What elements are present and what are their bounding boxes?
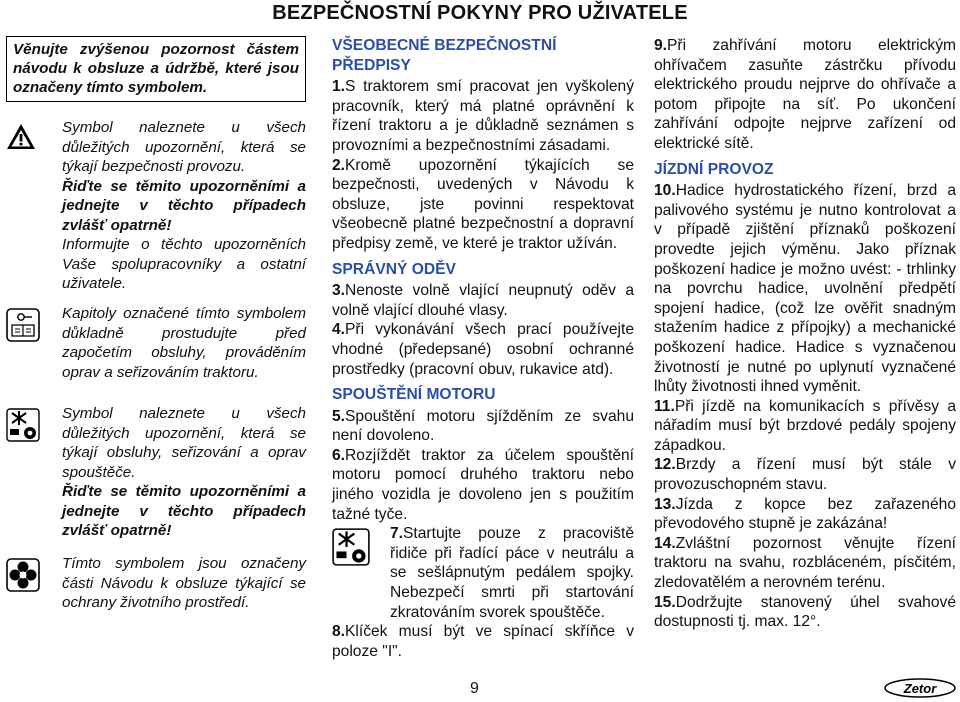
safety-inform-text: Informujte o těchto upozorněních Vaše spolupracovníky a ostatní uživatele. xyxy=(62,236,306,292)
environment-text: Tímto symbolem jsou označeny části Návodu k obsluze týkající se ochrany životního prostředí. xyxy=(62,555,306,611)
item-number: 12. xyxy=(654,456,676,474)
heading-driving: JÍZDNÍ PROVOZ xyxy=(654,160,774,178)
item-text: Nenoste volně vlající neupnutý oděv a volně vlající dlouhé vlasy. xyxy=(332,282,634,319)
item-number: 7. xyxy=(390,525,404,543)
item-number: 15. xyxy=(654,593,676,611)
zetor-logo-text: Zetor xyxy=(903,681,937,696)
item-text: S traktorem smí pracovat jen vyškolený pracovník, který má platné oprávnění k řízení traktoru a je důkladně seznámen s provozními a bezpečnostními zásadami. xyxy=(332,78,634,154)
heading-engine-start: SPOUŠTĚNÍ MOTORU xyxy=(332,386,496,404)
paragraph-4 xyxy=(332,320,634,379)
page-number: 9 xyxy=(470,680,479,697)
paragraph-10 xyxy=(654,181,956,397)
item-number: 8. xyxy=(332,623,346,641)
paragraph-12 xyxy=(654,455,956,494)
item-number: 1. xyxy=(332,78,346,96)
paragraph-7 xyxy=(390,524,634,622)
item-text: Zvláštní pozornost věnujte řízení traktoru na svahu, rozbláceném, písčitém, zledovatělém a nerovném terénu. xyxy=(654,534,956,592)
page-title: BEZPEČNOSTNÍ POKYNY PRO UŽIVATELE xyxy=(272,2,688,24)
item-number: 13. xyxy=(654,495,676,513)
safety-symbol-text: Symbol naleznete u všech důležitých upozornění, která se týkají bezpečnosti provozu. xyxy=(62,119,306,175)
starter-warning-bold: Řiďte se těmito upozorněními a jednejte v těchto případech zvlášť opatrně! xyxy=(62,483,306,539)
item-number: 6. xyxy=(332,446,346,464)
middle-column xyxy=(332,36,634,661)
starter-symbol-text: Symbol naleznete u všech důležitých upozornění, která se týkají obsluhy, seřizování a oprav spouštěče. xyxy=(62,405,306,481)
item-text: Při jízdě na komunikacích s přívěsy a nářadím musí být brzdové pedály spojeny západkou. xyxy=(654,397,956,454)
zetor-logo xyxy=(884,678,956,698)
starter-spark-icon xyxy=(6,408,40,442)
item-text: Dodržujte stanovený úhel svahové dostupnosti tj. max. 12°. xyxy=(654,593,956,631)
paragraph-7-block xyxy=(332,524,634,622)
manual-study-text: Kapitoly označené tímto symbolem důkladně prostudujte před započetím obsluhy, prováděním oprav a seřizováním traktoru. xyxy=(62,305,306,381)
paragraph-6 xyxy=(332,446,634,524)
paragraph-5 xyxy=(332,407,634,446)
paragraph-13 xyxy=(654,495,956,534)
heading-proper-clothing: SPRÁVNÝ ODĚV xyxy=(332,260,456,278)
item-text: Jízda z kopce bez zařazeného převodového stupně je zakázána! xyxy=(654,495,956,533)
paragraph-2 xyxy=(332,156,634,254)
item-text: Hadice hydrostatického řízení, brzd a palivového systému je nutno kontrolovat a v případě zjištění příznaků poškození provedte jejich výměnu. Jako příznak poškození hadice je možno uvést: - trhlinky na povrchu hadice, uvolnění předpětí spojení hadice, (což lze ověřit snadným stažením hadice z přípojky) a mechanické poškození hadice. Hadice s vyznačenou životností je nutné po uplynutí vyznačené lhůty životnosti ihned vyměnit. xyxy=(654,182,956,396)
paragraph-15 xyxy=(654,593,956,632)
manual-book-icon xyxy=(6,308,40,342)
heading-general-safety: VŠEOBECNÉ BEZPEČNOSTNÍ PŘEDPISY xyxy=(332,37,557,74)
paragraph-9 xyxy=(654,36,956,154)
safety-warning-bold: Řiďte se těmito upozorněními a jednejte v těchto případech zvlášť opatrně! xyxy=(62,177,306,234)
paragraph-8 xyxy=(332,622,634,661)
item-text: Kromě upozornění týkajících se bezpečnosti, uvedených v Návodu k obsluze, jste povinni respektovat všeobecně platné bezpečnostní a dopravní předpisy země, ve které je traktor užíván. xyxy=(332,156,634,252)
starter-spark-icon xyxy=(332,528,370,566)
paragraph-11 xyxy=(654,397,956,456)
item-text: Rozjíždět traktor za účelem spouštění motoru pomocí druhého traktoru nebo jiného vozidla je dovoleno jen s použitím tažné tyče. xyxy=(332,446,634,523)
paragraph-3 xyxy=(332,281,634,320)
paragraph-1 xyxy=(332,77,634,155)
paragraph-14 xyxy=(654,534,956,593)
attention-box: Věnujte zvýšenou pozornost částem návodu k obsluze a údržbě, které jsou označeny tímto symbolem. xyxy=(6,36,306,102)
item-number: 3. xyxy=(332,282,346,300)
item-number: 10. xyxy=(654,182,676,200)
item-number: 5. xyxy=(332,407,346,425)
item-number: 9. xyxy=(654,37,668,54)
item-number: 11. xyxy=(654,397,675,415)
item-text: Startujte pouze z pracoviště řidiče při řadící páce v neutrálu a se sešlápnutým pedálem spojky. Nebezpečí smrti při startování zkratováním svorek spouštěče. xyxy=(390,525,634,621)
item-number: 14. xyxy=(654,534,676,552)
item-text: Při vykonávání všech prací používejte vhodné (předepsané) osobní ochranné prostředky (pracovní obuv, rukavice atd). xyxy=(332,321,634,378)
warning-triangle-icon xyxy=(6,122,36,152)
environment-flower-icon xyxy=(6,558,40,592)
item-number: 4. xyxy=(332,321,346,339)
right-column xyxy=(654,36,956,632)
item-text: Při zahřívání motoru elektrickým ohřívačem zasuňte zástrčku přívodu elektrického proudu nejprve do ohřívače a potom připojte na síť. Po ukončení zahřívání odpojte nejprve zařízení od elektrické sítě. xyxy=(654,37,956,152)
item-number: 2. xyxy=(332,156,346,174)
item-text: Spouštění motoru sjížděním ze svahu není dovoleno. xyxy=(332,407,634,445)
left-column xyxy=(6,36,306,611)
item-text: Klíček musí být ve spínací skříňce v poloze "I". xyxy=(332,623,634,660)
item-text: Brzdy a řízení musí být stále v provozuschopném stavu. xyxy=(654,456,956,494)
